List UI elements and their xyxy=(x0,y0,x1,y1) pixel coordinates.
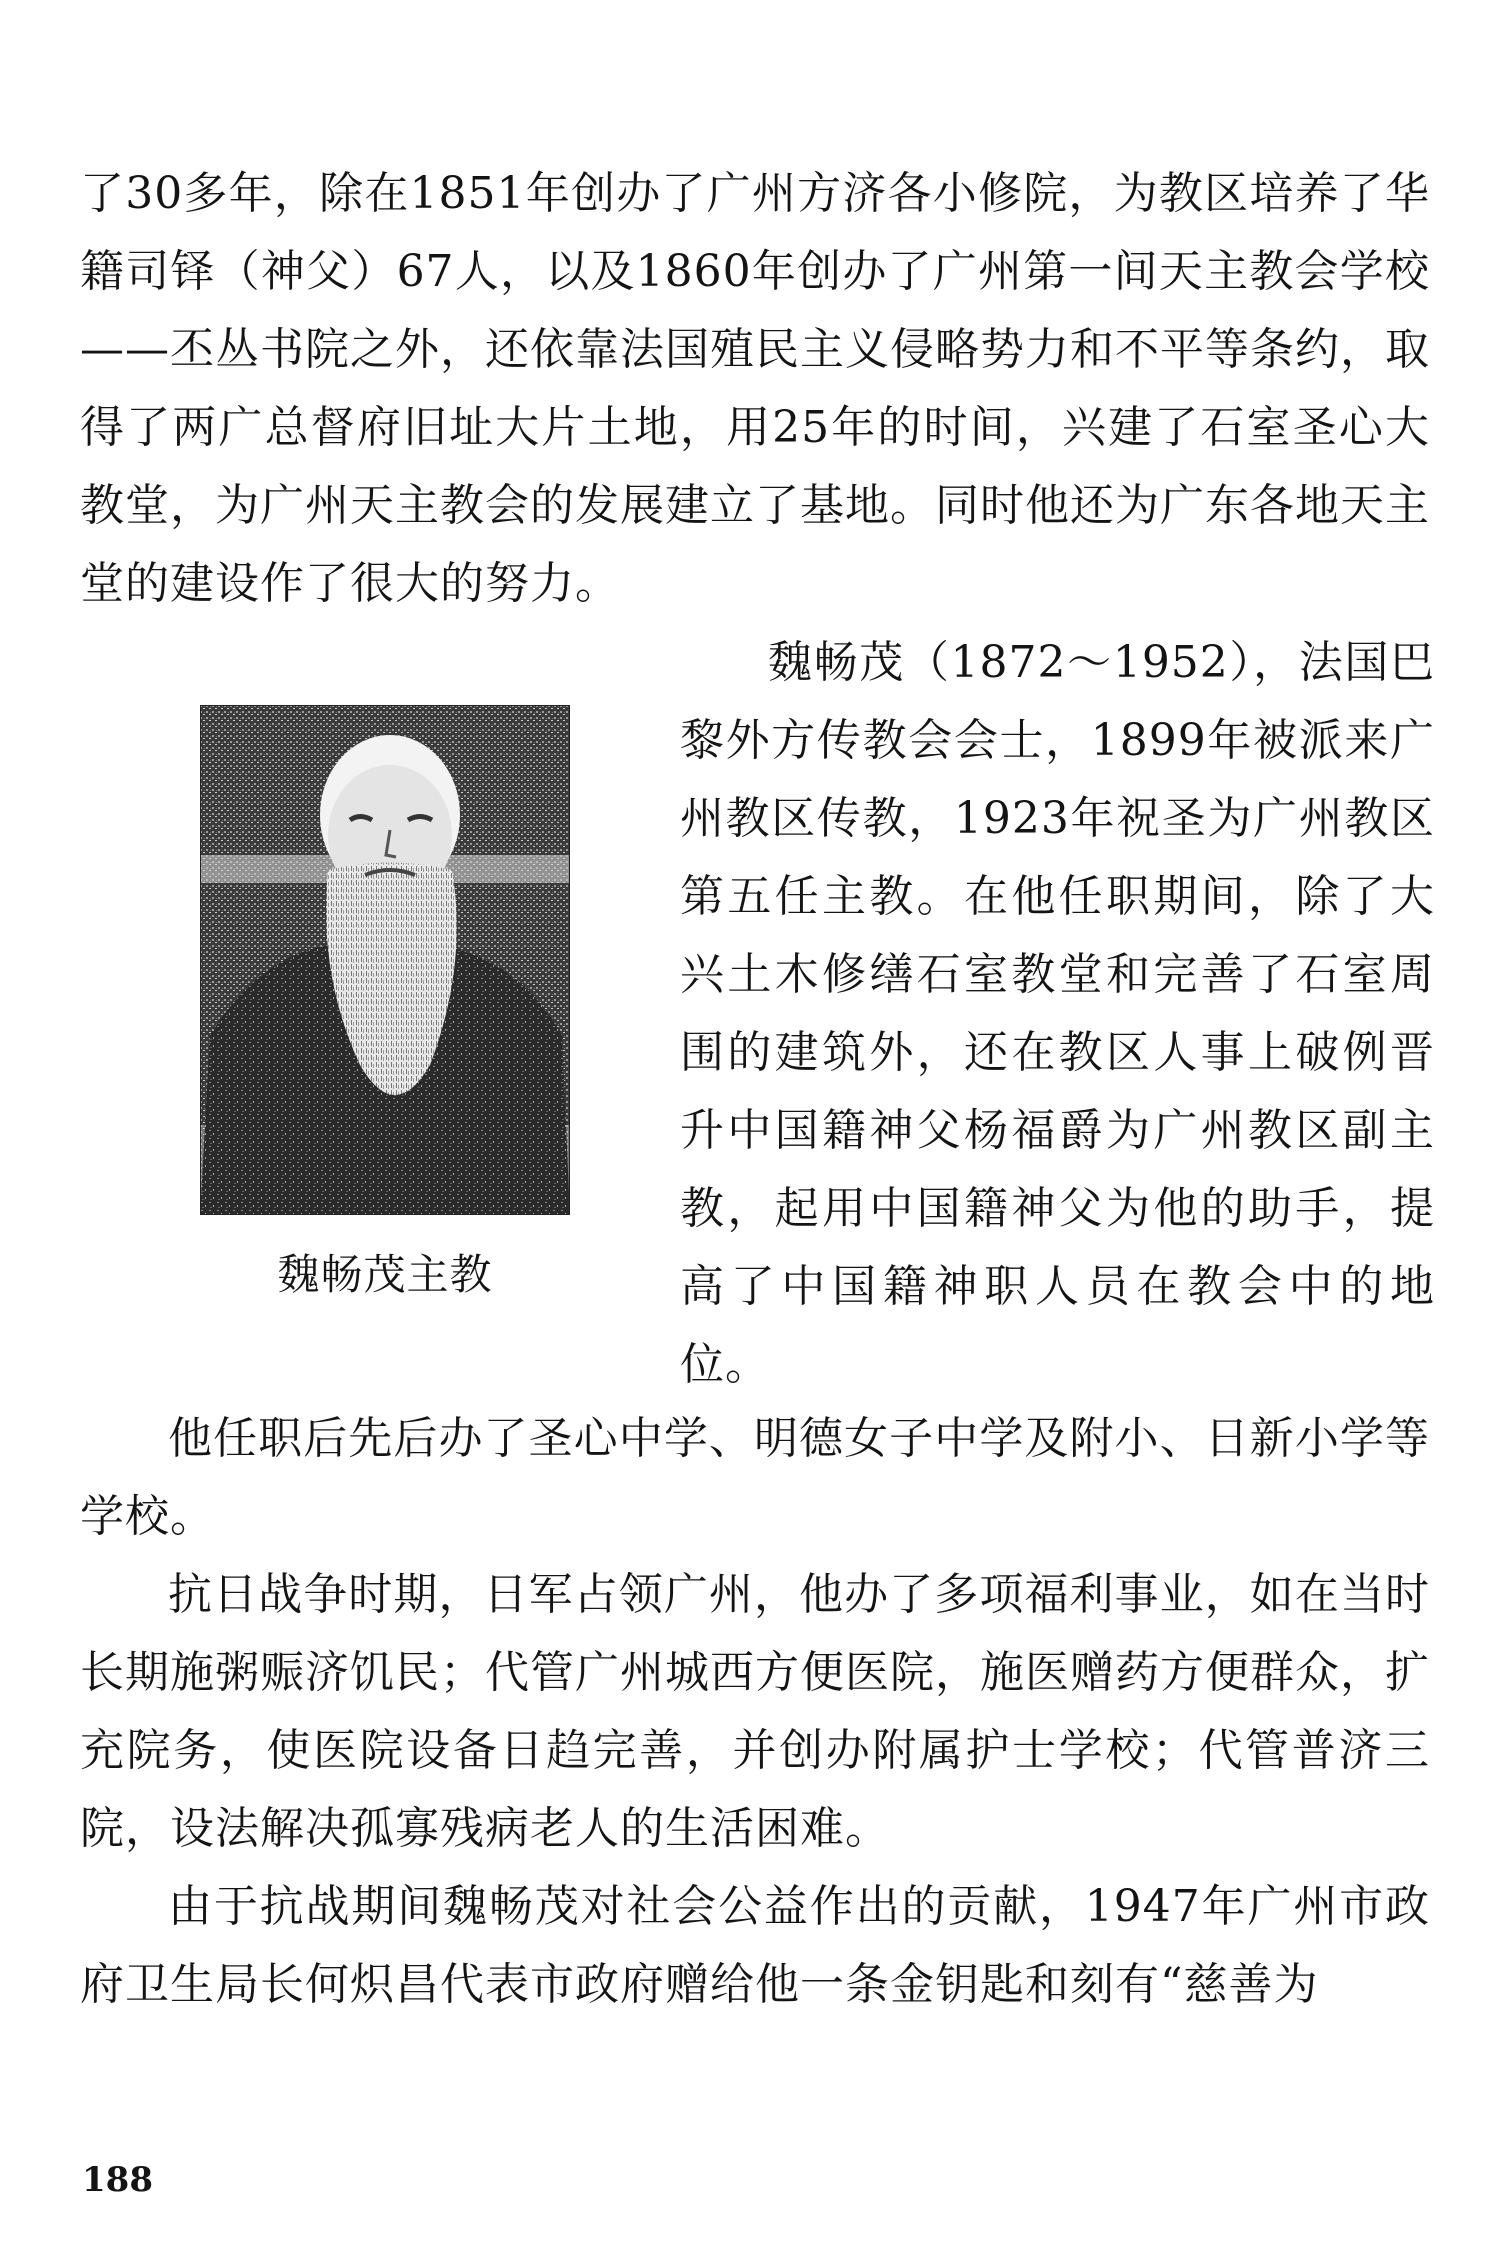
paragraph-award: 由于抗战期间魏畅茂对社会公益作出的贡献，1947年广州市政府卫生局长何炽昌代表市政府赠给他一条金钥匙和刻有“慈善为 xyxy=(80,1881,1430,2010)
paragraph-schools: 他任职后先后办了圣心中学、明德女子中学及附小、日新小学等学校。 xyxy=(80,1413,1430,1542)
side-text-block xyxy=(680,624,1435,1404)
figure-caption: 魏畅茂主教 xyxy=(277,1250,493,1299)
paragraph-bishop-intro: 魏畅茂（1872～1952），法国巴黎外方传教会会士，1899年被派来广州教区传教，1923年祝圣为广州教区第五任主教。在他任职期间，除了大兴土木修缮石室教堂和完善了石室周围的建筑外，还在教区人事上破例晋升中国籍神父杨福爵为广州教区副主教，起用中国籍神父为他的助手，提高了中国籍神职人员在教会中的地位。 xyxy=(680,637,1435,1390)
bishop-portrait-photo xyxy=(200,705,570,1215)
paragraph-wartime: 抗日战争时期，日军占领广州，他办了多项福利事业，如在当时长期施粥赈济饥民；代管广州城西方便医院，施医赠药方便群众，扩充院务，使医院设备日趋完善，并创办附属护士学校；代管普济三院，设法解决孤寡残病老人的生活困难。 xyxy=(80,1569,1430,1854)
top-text-block xyxy=(80,155,1430,623)
bottom-text-block xyxy=(80,1400,1430,2024)
page-number: 188 xyxy=(82,2160,153,2200)
paragraph-continuation: 了30多年，除在1851年创办了广州方济各小修院，为教区培养了华籍司铎（神父）67人，以及1860年创办了广州第一间天主教会学校——丕丛书院之外，还依靠法国殖民主义侵略势力和不平等条约，取得了两广总督府旧址大片土地，用25年的时间，兴建了石室圣心大教堂，为广州天主教会的发展建立了基地。同时他还为广东各地天主堂的建设作了很大的努力。 xyxy=(80,168,1430,609)
